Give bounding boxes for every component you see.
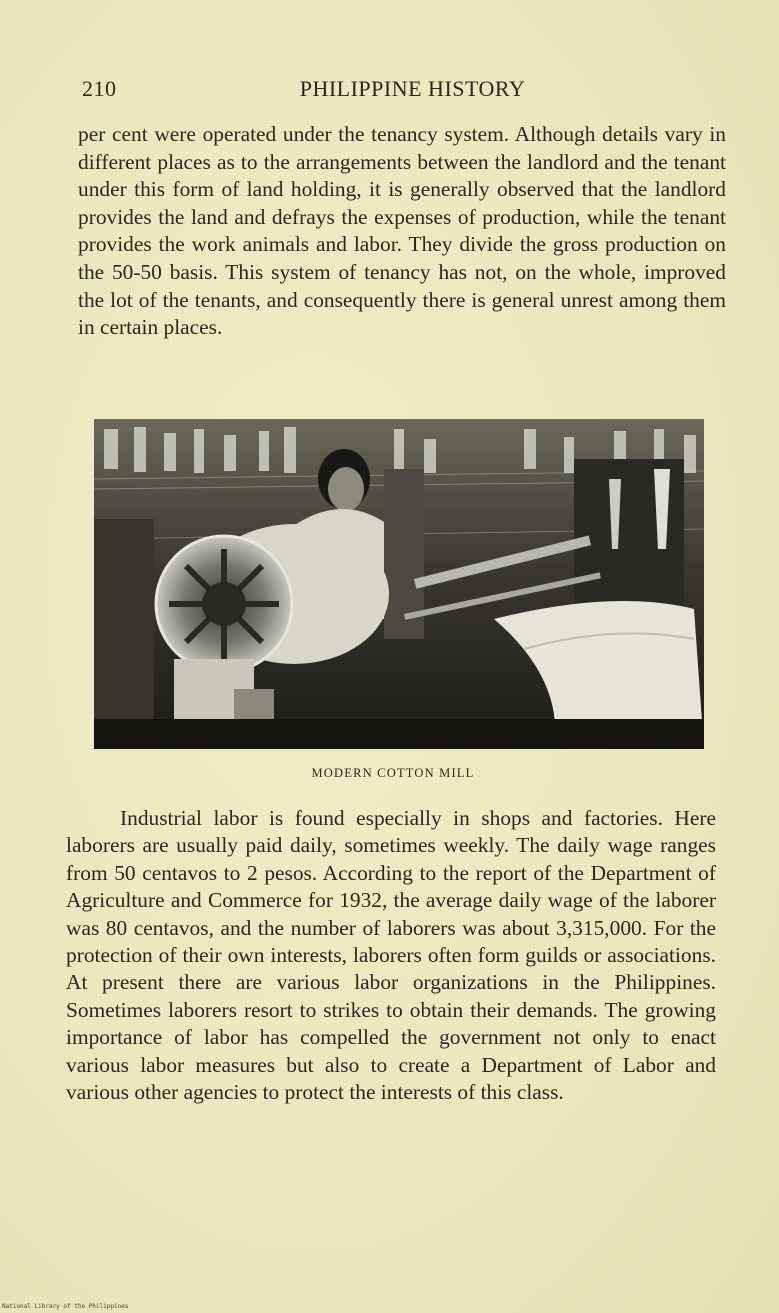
figure-caption: MODERN COTTON MILL [311, 766, 475, 780]
page-header [80, 76, 725, 106]
library-credit: National Library of the Philippines [2, 1303, 129, 1310]
running-head: PHILIPPINE HISTORY [299, 76, 526, 101]
paragraph-tenancy: per cent were operated under the tenancy system. Although details vary in different places as to the arrangements between the landlord and the tenant under this form of land holding, it is generally observed that the landlord provides the land and defrays the expenses of production, while the tenant provides the work animals and labor. They divide the gross production on the 50-50 basis. This system of tenancy has not, on the whole, improved the lot of the tenants, and consequently there is general unrest among them in certain places. [78, 122, 726, 340]
cotton-mill-photo [94, 419, 704, 749]
paragraph-industrial-labor: Industrial labor is found especially in shops and factories. Here laborers are usually paid daily, sometimes weekly. The daily wage ranges from 50 centavos to 2 pesos. According to the report of the Department of Agriculture and Commerce for 1932, the average daily wage of the laborer was 80 centavos, and the number of laborers was about 3,315,000. For the protection of their own interests, laborers often form guilds or associations. At present there are various labor organizations in the Philippines. Sometimes laborers resort to strikes to obtain their demands. The growing importance of labor has compelled the government not only to enact various labor measures but also to create a Department of Labor and various other agencies to protect the interests of this class. [66, 806, 716, 1105]
page-number: 210 [82, 76, 117, 101]
cotton-mill-illustration [94, 419, 704, 749]
